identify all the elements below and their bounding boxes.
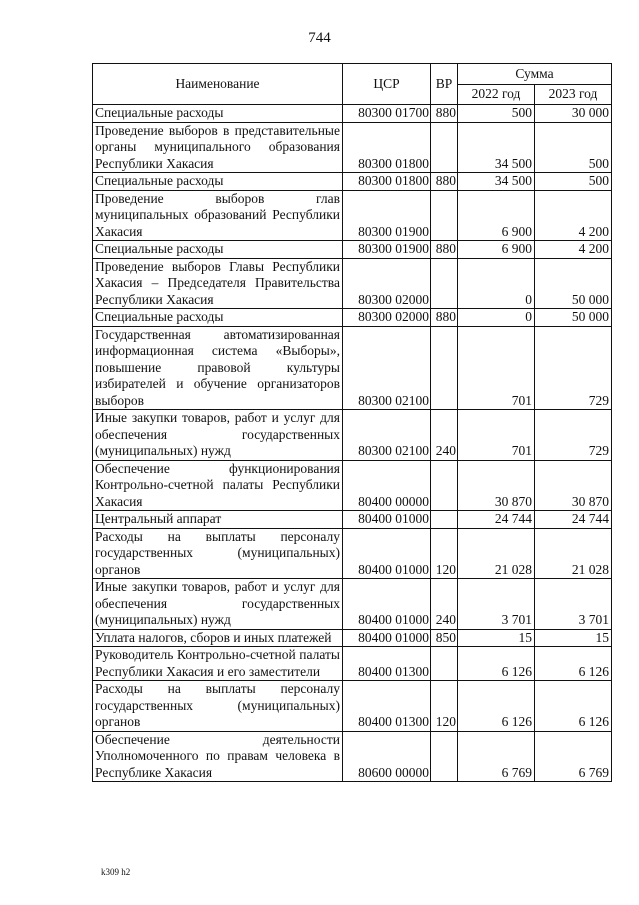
- row-2022: 6 126: [458, 681, 535, 732]
- header-name: Наименование: [93, 64, 343, 105]
- header-csr: ЦСР: [343, 64, 431, 105]
- row-csr: 80600 00000: [343, 731, 431, 782]
- row-2022: 6 900: [458, 190, 535, 241]
- table-row: [93, 731, 612, 782]
- row-csr: 80300 01800: [343, 122, 431, 173]
- row-csr: 80400 01000: [343, 528, 431, 579]
- row-2022: 24 744: [458, 511, 535, 529]
- table-row: [93, 309, 612, 327]
- row-2022: 6 900: [458, 241, 535, 259]
- row-2023: 50 000: [535, 309, 612, 327]
- row-name: Расходы на выплаты персоналу государственных (муниципальных) органов: [93, 681, 343, 732]
- row-2023: 6 126: [535, 647, 612, 681]
- row-csr: 80400 01000: [343, 579, 431, 630]
- header-row-1: [93, 64, 612, 85]
- row-2022: 0: [458, 258, 535, 309]
- table-row: [93, 326, 612, 410]
- row-name: Государственная автоматизированная информационная система «Выборы», повышение правовой культуры избирателей и обучение организаторов выборов: [93, 326, 343, 410]
- row-2023: 50 000: [535, 258, 612, 309]
- row-2022: 15: [458, 629, 535, 647]
- row-name: Проведение выборов в представительные органы муниципального образования Республики Хакасия: [93, 122, 343, 173]
- row-name: Иные закупки товаров, работ и услуг для обеспечения государственных (муниципальных) нужд: [93, 579, 343, 630]
- row-csr: 80400 01300: [343, 647, 431, 681]
- row-csr: 80300 01700: [343, 105, 431, 123]
- row-name: Специальные расходы: [93, 173, 343, 191]
- row-2022: 21 028: [458, 528, 535, 579]
- row-csr: 80300 01900: [343, 190, 431, 241]
- row-2023: 729: [535, 410, 612, 461]
- row-vr: [431, 511, 458, 529]
- table-row: [93, 681, 612, 732]
- row-name: Проведение выборов глав муниципальных образований Республики Хакасия: [93, 190, 343, 241]
- row-2022: 701: [458, 410, 535, 461]
- row-vr: [431, 460, 458, 511]
- row-csr: 80400 01300: [343, 681, 431, 732]
- row-csr: 80300 02100: [343, 410, 431, 461]
- row-vr: [431, 731, 458, 782]
- row-name: Центральный аппарат: [93, 511, 343, 529]
- row-2023: 21 028: [535, 528, 612, 579]
- table-row: [93, 579, 612, 630]
- row-vr: [431, 647, 458, 681]
- page-number: 744: [308, 30, 331, 46]
- row-name: Обеспечение функционирования Контрольно-счетной палаты Республики Хакасия: [93, 460, 343, 511]
- row-2023: 500: [535, 122, 612, 173]
- row-2023: 4 200: [535, 241, 612, 259]
- row-2023: 500: [535, 173, 612, 191]
- row-vr: 240: [431, 579, 458, 630]
- table-row: [93, 528, 612, 579]
- row-csr: 80300 02000: [343, 309, 431, 327]
- row-name: Расходы на выплаты персоналу государственных (муниципальных) органов: [93, 528, 343, 579]
- row-vr: 120: [431, 681, 458, 732]
- row-vr: 880: [431, 241, 458, 259]
- table-row: [93, 122, 612, 173]
- table-row: [93, 460, 612, 511]
- table-row: [93, 647, 612, 681]
- table-row: [93, 258, 612, 309]
- table-body: [93, 105, 612, 782]
- row-name: Специальные расходы: [93, 105, 343, 123]
- row-csr: 80300 02100: [343, 326, 431, 410]
- row-name: Уплата налогов, сборов и иных платежей: [93, 629, 343, 647]
- row-csr: 80300 01900: [343, 241, 431, 259]
- row-csr: 80300 02000: [343, 258, 431, 309]
- table-row: [93, 190, 612, 241]
- row-2022: 6 126: [458, 647, 535, 681]
- header-vr: ВР: [431, 64, 458, 105]
- budget-table: [92, 63, 612, 782]
- row-name: Проведение выборов Главы Республики Хакасия – Председателя Правительства Республики Хакасия: [93, 258, 343, 309]
- row-csr: 80400 01000: [343, 629, 431, 647]
- row-2022: 701: [458, 326, 535, 410]
- row-2022: 34 500: [458, 173, 535, 191]
- row-2023: 729: [535, 326, 612, 410]
- footer-code: k309 h2: [101, 867, 131, 877]
- row-vr: 850: [431, 629, 458, 647]
- table-row: [93, 511, 612, 529]
- row-2023: 30 000: [535, 105, 612, 123]
- row-2022: 34 500: [458, 122, 535, 173]
- row-2023: 15: [535, 629, 612, 647]
- row-2022: 3 701: [458, 579, 535, 630]
- header-2022: 2022 год: [458, 84, 535, 105]
- row-csr: 80400 00000: [343, 460, 431, 511]
- row-vr: 880: [431, 105, 458, 123]
- row-name: Специальные расходы: [93, 241, 343, 259]
- row-2023: 6 769: [535, 731, 612, 782]
- row-vr: [431, 190, 458, 241]
- header-sum: Сумма: [458, 64, 612, 85]
- row-2023: 6 126: [535, 681, 612, 732]
- row-2022: 500: [458, 105, 535, 123]
- row-2023: 30 870: [535, 460, 612, 511]
- row-vr: 120: [431, 528, 458, 579]
- row-2023: 4 200: [535, 190, 612, 241]
- row-csr: 80300 01800: [343, 173, 431, 191]
- table-row: [93, 629, 612, 647]
- table-row: [93, 241, 612, 259]
- row-name: Руководитель Контрольно-счетной палаты Республики Хакасия и его заместители: [93, 647, 343, 681]
- row-name: Иные закупки товаров, работ и услуг для обеспечения государственных (муниципальных) нужд: [93, 410, 343, 461]
- row-2022: 6 769: [458, 731, 535, 782]
- row-name: Обеспечение деятельности Уполномоченного по правам человека в Республике Хакасия: [93, 731, 343, 782]
- row-vr: 880: [431, 173, 458, 191]
- row-2022: 30 870: [458, 460, 535, 511]
- row-csr: 80400 01000: [343, 511, 431, 529]
- row-vr: [431, 326, 458, 410]
- table-row: [93, 173, 612, 191]
- row-2023: 24 744: [535, 511, 612, 529]
- row-2022: 0: [458, 309, 535, 327]
- header-2023: 2023 год: [535, 84, 612, 105]
- row-name: Специальные расходы: [93, 309, 343, 327]
- row-vr: 880: [431, 309, 458, 327]
- row-2023: 3 701: [535, 579, 612, 630]
- table-row: [93, 105, 612, 123]
- row-vr: 240: [431, 410, 458, 461]
- row-vr: [431, 258, 458, 309]
- row-vr: [431, 122, 458, 173]
- table-row: [93, 410, 612, 461]
